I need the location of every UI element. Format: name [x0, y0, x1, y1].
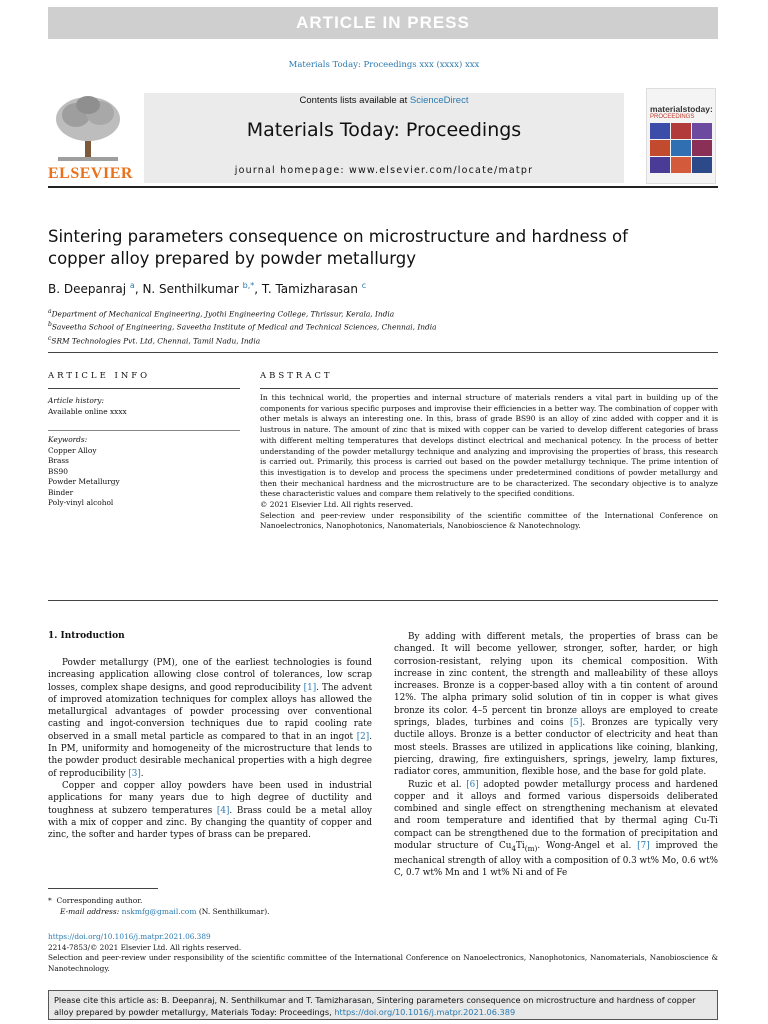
header-rule: [48, 186, 718, 188]
author-affiliation-mark[interactable]: c: [361, 281, 367, 290]
author-email-link[interactable]: nskmfg@gmail.com: [121, 907, 197, 916]
author-list: B. Deepanraj $^a$, N. Senthilkumar $^{b,*}$, T. Tamizharasan $^c$: [48, 281, 367, 296]
elsevier-wordmark: ELSEVIER: [48, 165, 133, 182]
article-info-rule: [48, 388, 240, 389]
intro-paragraph: Ruzic et al. [6] adopted powder metallurgy process and hardened copper and it alloys and formed various dispersoids deliberated combined and single effect on strengthening mechanism at elevated and room temperature and identified that by thermal aging Cu-Ti compact can be strengthened due to the formation of precipitation and modular structure of $Cu_4Ti_{(m)}$. Wong-Angel et al. [7] improved the mechanical strength of alloy with a composition of 0.3 wt% Mo, 0.6 wt% C, 0.7 wt% Mn and 1 wt% Ni and of Fe: [394, 779, 718, 879]
intro-paragraph: By adding with different metals, the properties of brass can be changed. It will become yellower, stronger, softer, harder, or high corrosion-resistant, relying upon its chemical composition. With increase in zinc content, the strength and malleability of these alloys increases. Bronze is a copper-based alloy with a tin content of around 12%. The alpha primary solid solution of tin in copper is what gives bronze its color. 4–5 percent tin bronze alloys are employed to create springs, blades, turbines and coins [5]. Bronzes are typically very ductile alloys. Bronze is a better conductor of electricity and heat than most steels. Brasses are utilized in applications like coining, blanking, piercing, drawing, fire extinguishers, springs, jewelry, lamp fixtures, radiator cores, ammunition, flexible hose, and the base for gold plate.: [394, 632, 718, 778]
reference-link[interactable]: [4]: [216, 805, 230, 816]
paper-title: Sintering parameters consequence on microstructure and hardness of copper alloy prepared by powder metallurgy: [48, 227, 628, 268]
abstract-bottom-rule: [48, 600, 718, 601]
info-divider: [48, 430, 240, 431]
affiliation-item: $^c$SRM Technologies Pvt. Ltd, Chennai, Tamil Nadu, India: [48, 334, 261, 346]
affiliation-list: [48, 306, 437, 346]
cite-this-article-box: Please cite this article as: B. Deepanraj, N. Senthilkumar and T. Tamizharasan, Sintering parameters consequence on microstructure and hardness of copper alloy prepared by powder metallurgy, Materials Today: Proceedings, https://doi.org/10.1016/j.matpr.2021.06.389: [48, 990, 718, 1020]
cover-artwork: [650, 123, 712, 175]
history-value: Available online xxxx: [48, 406, 127, 416]
affiliation-item: $^b$Saveetha School of Engineering, Saveetha Institute of Medical and Technical Sciences, Chennai, India: [48, 321, 437, 332]
contents-line: [144, 95, 624, 106]
journal-title: Materials Today: Proceedings: [246, 119, 522, 141]
reference-link[interactable]: [1]: [303, 682, 317, 693]
affiliation-rule: [48, 352, 718, 353]
affiliation-item: $^a$Department of Mechanical Engineering, Jyothi Engineering College, Thrissur, Kerala, India: [48, 308, 395, 319]
article-info: [48, 396, 218, 509]
keyword: Poly-vinyl alcohol: [48, 498, 114, 507]
keywords-label: Keywords:: [48, 435, 88, 444]
history-label: Article history:: [48, 396, 104, 405]
contents-prefix: Contents lists available at: [299, 95, 410, 106]
sciencedirect-link[interactable]: ScienceDirect: [409, 95, 469, 106]
keyword: Copper Alloy: [48, 445, 97, 455]
reference-link[interactable]: [7]: [637, 841, 650, 852]
author-affiliation-mark[interactable]: b,*: [242, 281, 255, 290]
issn-line: 2214-7853/© 2021 Elsevier Ltd. All rights reserved.: [48, 942, 242, 952]
journal-citation-line[interactable]: Materials Today: Proceedings xxx (xxxx) xxx: [288, 60, 480, 70]
right-column: [394, 631, 718, 880]
bottom-selection: Selection and peer-review under responsibility of the scientific committee of the International Conference on Nanoelectronics, Nanophotonics, Nanomaterials, Nanobioscience & Nanotechnology.: [48, 953, 718, 973]
intro-paragraph: Copper and copper alloy powders have been used in industrial applications for many years due to high degree of ductility and toughness at subzero temperatures [4]. Brass could be a metal alloy with a mix of copper and zinc. By changing the quantity of copper and zinc, the softer and harder types of brass can be prepared.: [48, 780, 373, 841]
author-name: N. Senthilkumar: [142, 282, 239, 296]
intro-paragraph: Powder metallurgy (PM), one of the earliest technologies is found increasing application allowing close control of tolerances, low scrap losses, complex shape designs, and good reproducibility [1]. The advent of improved atomization techniques for complex alloys has allowed the metallurgical advantages of powder processing over conventional casting and ingot-conversion techniques due to rapid cooling rate observed in a small metal particle as compared to that in an ingot [2]. In PM, uniformity and homogeneity of the microstructure that lends to the powder product desirable mechanical properties with a high degree of reproducibility [3].: [48, 658, 372, 779]
reference-link[interactable]: [2]: [356, 731, 370, 742]
abstract-body: [260, 393, 718, 532]
abstract-rule: [260, 388, 718, 389]
journal-homepage[interactable]: journal homepage: www.elsevier.com/locate/matpr: [234, 165, 534, 176]
keyword: Brass: [48, 456, 69, 465]
abstract-copyright: © 2021 Elsevier Ltd. All rights reserved.: [260, 500, 414, 510]
cite-doi-link[interactable]: https://doi.org/10.1016/j.matpr.2021.06.389: [334, 1007, 516, 1017]
article-info-heading: ARTICLE INFO: [48, 371, 151, 381]
article-in-press-banner: ARTICLE IN PRESS: [48, 7, 718, 39]
keyword: Binder: [48, 487, 74, 497]
reference-link[interactable]: [3]: [128, 768, 141, 779]
left-column: [48, 657, 372, 841]
author-name: B. Deepanraj: [48, 282, 127, 296]
reference-link[interactable]: [5]: [569, 718, 583, 729]
cover-subtitle: PROCEEDINGS: [650, 114, 695, 120]
corresponding-author-footnote: * Corresponding author. E-mail address: nskmfg@gmail.com (N. Senthilkumar).: [48, 896, 270, 916]
journal-cover-image: [646, 88, 716, 184]
abstract-heading: ABSTRACT: [260, 371, 333, 381]
author-affiliation-mark[interactable]: a: [129, 281, 135, 290]
cover-title: materialstoday:: [650, 104, 713, 114]
reference-link[interactable]: [6]: [466, 779, 479, 790]
keyword: BS90: [48, 466, 68, 476]
author-name: T. Tamizharasan: [261, 282, 358, 296]
bottom-metadata: [48, 932, 718, 974]
doi-link[interactable]: https://doi.org/10.1016/j.matpr.2021.06.389: [48, 932, 211, 941]
abstract-selection: Selection and peer-review under responsibility of the scientific committee of the International Conference on Nanoelectronics, Nanophotonics, Nanomaterials, Nanobioscience & Nanotechnology.: [260, 510, 718, 531]
section-heading-introduction: 1. Introduction: [48, 631, 125, 641]
abstract-text: In this technical world, the properties and internal structure of materials renders a vital part in building up of the components for various specific purposes and improvise their efficiencies in a better way. The combination of copper with other metals is always an interesting one. In this, brass of grade BS90 is an alloy of zinc added with copper and it is lustrous in nature. The amount of zinc that is mixed with copper can be varied to develop different categories of brass with different melting temperatures that develops distinct electrical and mechanical potency. In the process of better understanding of the powder metallurgy technique and analyzing and improvising the properties of brass, this research is carried out. Primarily, this process is carried out based on the powder metallurgy technique. The prime intention of this investigation is to develop and process the specimens under predetermined conditions of powder metallurgy and then their mechanical hardness and the microstructure are to be characterized. The secondary objective is to analyze these characteristic values and compare them relatively to the specified conditions.: [260, 393, 718, 499]
footnote-rule: [48, 888, 158, 889]
keyword: Powder Metallurgy: [48, 477, 120, 486]
